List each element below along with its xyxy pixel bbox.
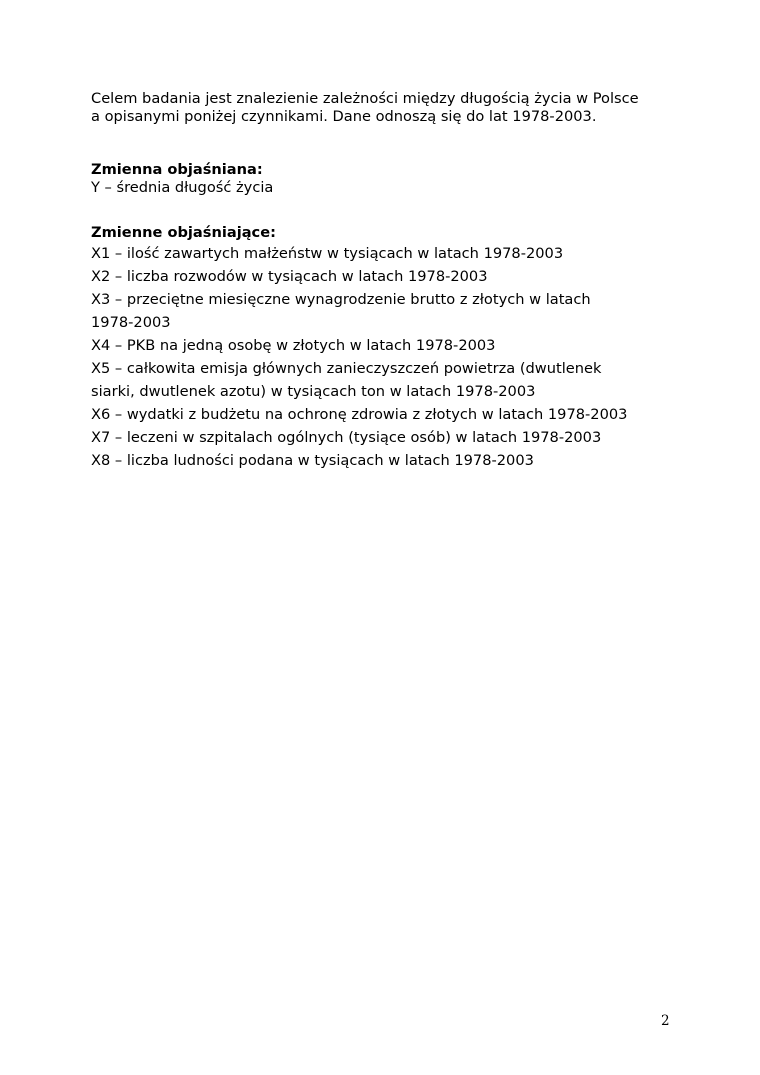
dependent-variable-section bbox=[91, 161, 681, 197]
page-number: 2 bbox=[661, 1013, 670, 1029]
variable-line: X4 – PKB na jedną osobę w złotych w latach 1978-2003 bbox=[91, 337, 496, 354]
variable-line: 1978-2003 bbox=[91, 314, 171, 331]
intro-line: Celem badania jest znalezienie zależności między długością życia w Polsce bbox=[91, 90, 639, 107]
variable-line: X1 – ilość zawartych małżeństw w tysiącach w latach 1978-2003 bbox=[91, 245, 564, 262]
variable-line: X2 – liczba rozwodów w tysiącach w latach 1978-2003 bbox=[91, 268, 488, 285]
dependent-variable-heading: Zmienna objaśniana: bbox=[91, 161, 263, 178]
variable-line: X8 – liczba ludności podana w tysiącach w latach 1978-2003 bbox=[91, 452, 534, 469]
independent-variables-list bbox=[91, 242, 681, 472]
independent-variables-section bbox=[91, 224, 681, 472]
variable-line: X5 – całkowita emisja głównych zanieczyszczeń powietrza (dwutlenek bbox=[91, 360, 602, 377]
intro-paragraph bbox=[91, 90, 681, 126]
variable-line: X6 – wydatki z budżetu na ochronę zdrowia z złotych w latach 1978-2003 bbox=[91, 406, 628, 423]
page-content bbox=[91, 90, 681, 472]
intro-line: a opisanymi poniżej czynnikami. Dane odnoszą się do lat 1978-2003. bbox=[91, 108, 597, 125]
variable-line: X7 – leczeni w szpitalach ogólnych (tysiące osób) w latach 1978-2003 bbox=[91, 429, 602, 446]
variable-line: X3 – przeciętne miesięczne wynagrodzenie brutto z złotych w latach bbox=[91, 291, 591, 308]
variable-line: siarki, dwutlenek azotu) w tysiącach ton w latach 1978-2003 bbox=[91, 383, 536, 400]
independent-variables-heading: Zmienne objaśniające: bbox=[91, 224, 276, 241]
dependent-variable-text: Y – średnia długość życia bbox=[91, 179, 274, 196]
